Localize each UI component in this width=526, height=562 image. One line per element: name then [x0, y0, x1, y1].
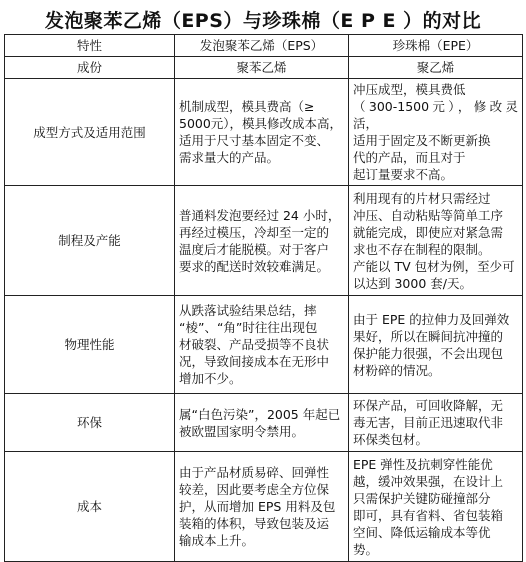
- row-label: 成份: [5, 57, 175, 79]
- eps-cell: 由于产品材质易碎、回弹性 较差，因此要考虑全方位保 护，从而增加 EPS 用料及包 装箱的体积，导致包装及运 输成本上升。: [175, 452, 349, 562]
- header-epe: 珍珠棉（EPE）: [349, 35, 523, 57]
- row-label: 成本: [5, 452, 175, 562]
- header-eps: 发泡聚苯乙烯（EPS）: [175, 35, 349, 57]
- eps-cell: 从跌落试验结果总结，摔 “棱”、“角”时往往出现包 材破裂、产品受损等不良状 况，导致间接成本在无形中 增加不少。: [175, 296, 349, 394]
- material-row: [5, 57, 523, 79]
- table-row: [5, 394, 523, 452]
- epe-cell: 聚乙烯: [349, 57, 523, 79]
- eps-cell: 机制成型，模具费高（≥ 5000元），模具修改成本高， 适用于尺寸基本固定不变、 需求量大的产品。: [175, 79, 349, 186]
- table-header-row: [5, 35, 523, 57]
- row-label: 成型方式及适用范围: [5, 79, 175, 186]
- row-label: 制程及产能: [5, 186, 175, 296]
- epe-cell: EPE 弹性及抗刺穿性能优 越，缓冲效果强，在设计上 只需保护关键防碰撞部分 即可，具有省料、省包装箱 空间、降低运输成本等优 势。: [349, 452, 523, 562]
- epe-cell: 环保产品，可回收降解，无 毒无害，目前正迅速取代非 环保类包材。: [349, 394, 523, 452]
- row-label: 环保: [5, 394, 175, 452]
- comparison-table: [4, 34, 523, 562]
- eps-cell: 普通料发泡要经过 24 小时， 再经过模压，冷却至一定的 温度后才能脱模。对于客户 要求的配送时效较难满足。: [175, 186, 349, 296]
- epe-cell: 利用现有的片材只需经过 冲压、自动粘贴等简单工序 就能完成，即使应对紧急需 求也不存在制程的限制。 产能以 TV 包材为例，至少可 以达到 3000 套/天。: [349, 186, 523, 296]
- table-row: [5, 296, 523, 394]
- eps-cell: 聚苯乙烯: [175, 57, 349, 79]
- epe-cell: 冲压成型，模具费低 （300-1500元），修改灵活， 适用于固定及不断更新换 代的产品，而且对于 起订量要求不高。: [349, 79, 523, 186]
- row-label: 物理性能: [5, 296, 175, 394]
- table-row: [5, 186, 523, 296]
- epe-cell: 由于 EPE 的拉伸力及回弹效 果好，所以在瞬间抗冲撞的 保护能力很强，不会出现包 材粉碎的情况。: [349, 296, 523, 394]
- table-row: [5, 452, 523, 562]
- page-title: 发泡聚苯乙烯（EPS）与珍珠棉（E P E ）的对比: [44, 10, 482, 32]
- table-row: [5, 79, 523, 186]
- header-property: 特性: [5, 35, 175, 57]
- eps-cell: 属“白色污染”，2005 年起已 被欧盟国家明令禁用。: [175, 394, 349, 452]
